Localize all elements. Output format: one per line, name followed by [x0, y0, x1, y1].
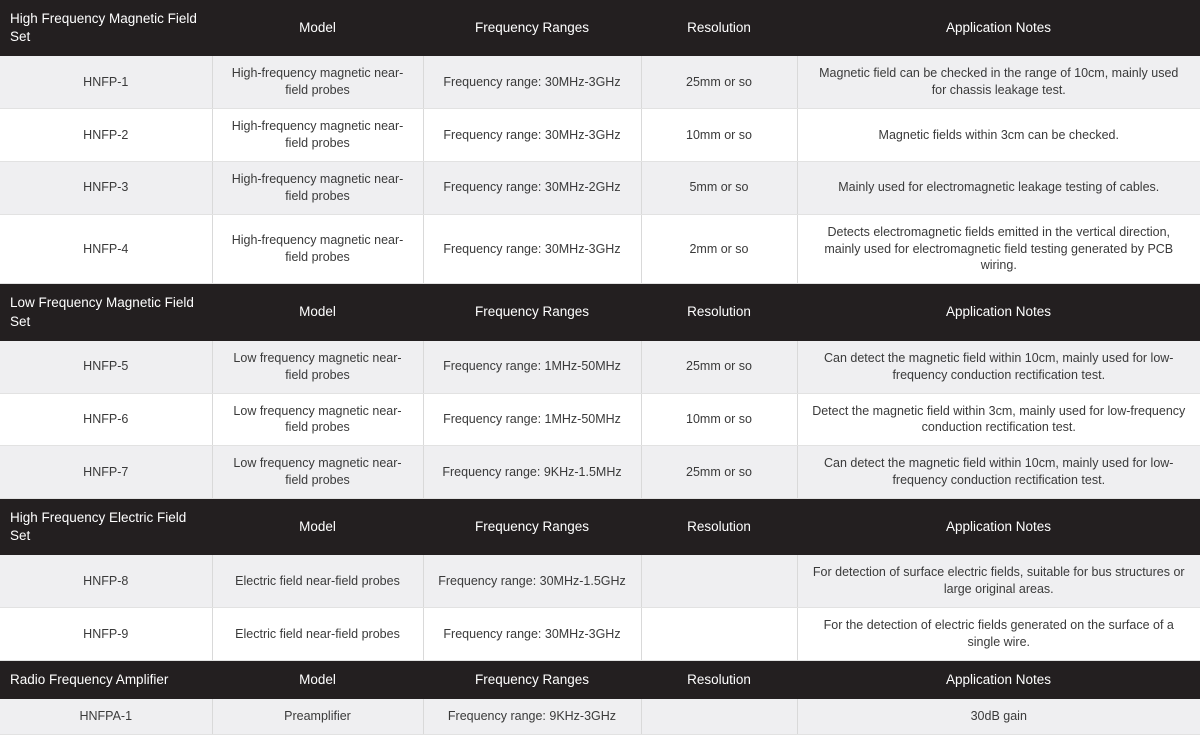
section-header-radio-frequency-amplifier — [0, 660, 1200, 699]
table-row — [0, 109, 1200, 162]
cell-notes: For detection of surface electric fields, suitable for bus structures or large original areas. — [797, 555, 1200, 607]
cell-notes: For the detection of electric fields generated on the surface of a single wire. — [797, 608, 1200, 661]
cell-resolution: 25mm or so — [641, 341, 797, 393]
cell-model: HNFP-2 — [0, 109, 212, 162]
cell-type: High-frequency magnetic near-field probes — [212, 161, 423, 214]
section-title: Low Frequency Magnetic Field Set — [0, 284, 212, 341]
column-header-application-notes: Application Notes — [797, 660, 1200, 699]
cell-type: Low frequency magnetic near-field probes — [212, 393, 423, 446]
cell-type: Preamplifier — [212, 699, 423, 734]
column-header-resolution: Resolution — [641, 499, 797, 556]
cell-notes: Mainly used for electromagnetic leakage testing of cables. — [797, 161, 1200, 214]
cell-type: Electric field near-field probes — [212, 608, 423, 661]
cell-frequency: Frequency range: 30MHz-3GHz — [423, 109, 641, 162]
column-header-application-notes: Application Notes — [797, 284, 1200, 341]
section-title: High Frequency Magnetic Field Set — [0, 0, 212, 56]
cell-resolution: 25mm or so — [641, 56, 797, 108]
cell-resolution — [641, 608, 797, 661]
column-header-frequency-ranges: Frequency Ranges — [423, 284, 641, 341]
table-row — [0, 393, 1200, 446]
cell-model: HNFP-8 — [0, 555, 212, 607]
cell-model: HNFPA-1 — [0, 699, 212, 734]
cell-type: High-frequency magnetic near-field probes — [212, 109, 423, 162]
column-header-model: Model — [212, 660, 423, 699]
cell-model: HNFP-1 — [0, 56, 212, 108]
column-header-model: Model — [212, 284, 423, 341]
column-header-application-notes: Application Notes — [797, 0, 1200, 56]
cell-resolution: 25mm or so — [641, 446, 797, 499]
table-row — [0, 699, 1200, 734]
column-header-resolution: Resolution — [641, 284, 797, 341]
table-row — [0, 608, 1200, 661]
cell-frequency: Frequency range: 30MHz-3GHz — [423, 214, 641, 284]
cell-resolution: 2mm or so — [641, 214, 797, 284]
cell-notes: Can detect the magnetic field within 10cm, mainly used for low-frequency conduction rectification test. — [797, 341, 1200, 393]
table-row — [0, 555, 1200, 607]
cell-frequency: Frequency range: 1MHz-50MHz — [423, 393, 641, 446]
table-row — [0, 56, 1200, 108]
cell-frequency: Frequency range: 9KHz-1.5MHz — [423, 446, 641, 499]
cell-model: HNFP-9 — [0, 608, 212, 661]
cell-type: High-frequency magnetic near-field probes — [212, 56, 423, 108]
cell-type: Electric field near-field probes — [212, 555, 423, 607]
cell-notes: Can detect the magnetic field within 10cm, mainly used for low-frequency conduction rectification test. — [797, 446, 1200, 499]
cell-resolution — [641, 555, 797, 607]
column-header-frequency-ranges: Frequency Ranges — [423, 499, 641, 556]
column-header-model: Model — [212, 0, 423, 56]
section-header-high-frequency-magnetic — [0, 0, 1200, 56]
cell-notes: 30dB gain — [797, 699, 1200, 734]
table-row — [0, 214, 1200, 284]
cell-frequency: Frequency range: 30MHz-1.5GHz — [423, 555, 641, 607]
table-row — [0, 341, 1200, 393]
column-header-frequency-ranges: Frequency Ranges — [423, 0, 641, 56]
column-header-model: Model — [212, 499, 423, 556]
cell-type: Low frequency magnetic near-field probes — [212, 446, 423, 499]
section-header-high-frequency-electric — [0, 499, 1200, 556]
cell-notes: Detect the magnetic field within 3cm, mainly used for low-frequency conduction rectification test. — [797, 393, 1200, 446]
cell-model: HNFP-5 — [0, 341, 212, 393]
section-header-low-frequency-magnetic — [0, 284, 1200, 341]
section-title: High Frequency Electric Field Set — [0, 499, 212, 556]
cell-model: HNFP-3 — [0, 161, 212, 214]
cell-frequency: Frequency range: 30MHz-3GHz — [423, 608, 641, 661]
column-header-resolution: Resolution — [641, 0, 797, 56]
column-header-resolution: Resolution — [641, 660, 797, 699]
cell-resolution — [641, 699, 797, 734]
cell-notes: Magnetic field can be checked in the range of 10cm, mainly used for chassis leakage test. — [797, 56, 1200, 108]
cell-model: HNFP-6 — [0, 393, 212, 446]
cell-type: Low frequency magnetic near-field probes — [212, 341, 423, 393]
column-header-frequency-ranges: Frequency Ranges — [423, 660, 641, 699]
cell-resolution: 10mm or so — [641, 393, 797, 446]
cell-frequency: Frequency range: 1MHz-50MHz — [423, 341, 641, 393]
cell-resolution: 5mm or so — [641, 161, 797, 214]
cell-type: High-frequency magnetic near-field probes — [212, 214, 423, 284]
cell-frequency: Frequency range: 30MHz-2GHz — [423, 161, 641, 214]
section-title: Radio Frequency Amplifier — [0, 660, 212, 699]
cell-notes: Detects electromagnetic fields emitted in the vertical direction, mainly used for electromagnetic field testing generated by PCB wiring. — [797, 214, 1200, 284]
cell-notes: Magnetic fields within 3cm can be checked. — [797, 109, 1200, 162]
cell-frequency: Frequency range: 9KHz-3GHz — [423, 699, 641, 734]
cell-model: HNFP-4 — [0, 214, 212, 284]
table-row — [0, 161, 1200, 214]
cell-model: HNFP-7 — [0, 446, 212, 499]
cell-resolution: 10mm or so — [641, 109, 797, 162]
column-header-application-notes: Application Notes — [797, 499, 1200, 556]
table-row — [0, 446, 1200, 499]
cell-frequency: Frequency range: 30MHz-3GHz — [423, 56, 641, 108]
